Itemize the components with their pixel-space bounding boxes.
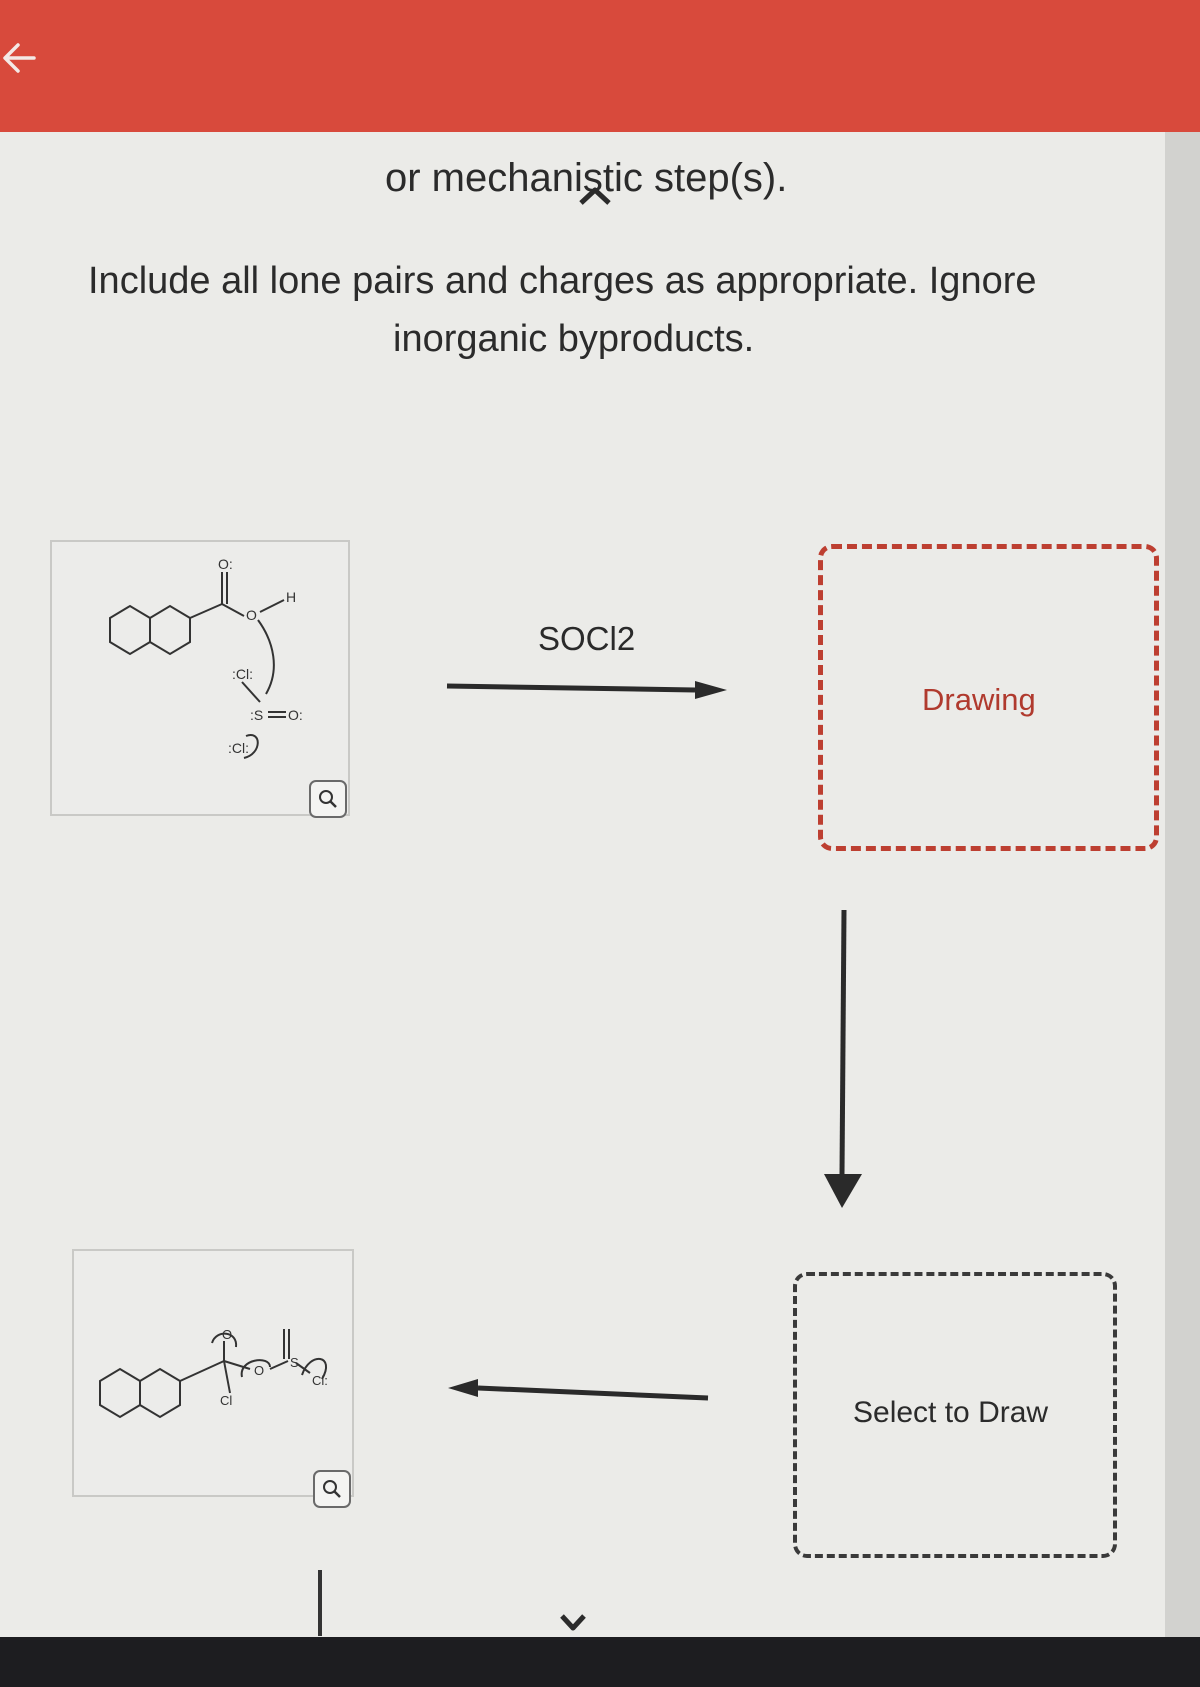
zoom-icon — [315, 1472, 349, 1506]
backward-arrow-icon — [446, 1376, 711, 1404]
instruction-line-2: inorganic byproducts. — [393, 318, 755, 360]
arrow-left-icon — [0, 36, 44, 80]
mol1-label-o-carbonyl: O: — [218, 556, 233, 572]
mechanism-panel-1[interactable] — [50, 540, 350, 816]
instruction-subtitle: or mechanistic step(s). — [385, 156, 788, 200]
zoom-button-1[interactable] — [309, 780, 347, 818]
mol2-label-cl-2: Cl: — [312, 1373, 328, 1388]
zoom-button-2[interactable] — [313, 1470, 351, 1508]
molecule-drawing-2 — [74, 1251, 352, 1495]
select-to-draw-label: Select to Draw — [853, 1396, 1049, 1429]
collapse-chevron-icon[interactable] — [577, 186, 613, 206]
cursor-line — [318, 1570, 322, 1636]
mol1-label-cl-1: :Cl: — [232, 666, 253, 682]
mechanism-panel-2[interactable] — [72, 1249, 354, 1497]
mol2-label-cl-1: Cl — [220, 1393, 233, 1408]
instruction-line-1: Include all lone pairs and charges as appropriate. Ignore — [88, 260, 1037, 302]
mol1-label-h: H — [286, 589, 297, 605]
mol1-label-o: O — [246, 607, 257, 623]
expand-chevron-icon[interactable] — [556, 1612, 590, 1636]
top-bar — [0, 0, 1200, 132]
mol2-label-o-anion: O — [222, 1327, 233, 1342]
molecule-drawing-1 — [52, 542, 348, 814]
mol2-label-s: S — [290, 1355, 299, 1370]
mol2-label-o: O — [254, 1363, 265, 1378]
down-arrow-icon — [822, 908, 866, 1210]
mol1-label-s: :S — [250, 707, 264, 723]
right-edge — [1165, 132, 1200, 1687]
back-button[interactable] — [0, 36, 44, 80]
forward-arrow-icon — [445, 676, 730, 702]
drawing-label: Drawing — [922, 682, 1036, 717]
mol1-label-o-sulfonyl: O: — [288, 707, 303, 723]
mol1-label-cl-2: :Cl: — [228, 740, 249, 756]
bottom-bar — [0, 1637, 1200, 1687]
reagent-label: SOCl2 — [538, 620, 636, 657]
zoom-icon — [311, 782, 345, 816]
